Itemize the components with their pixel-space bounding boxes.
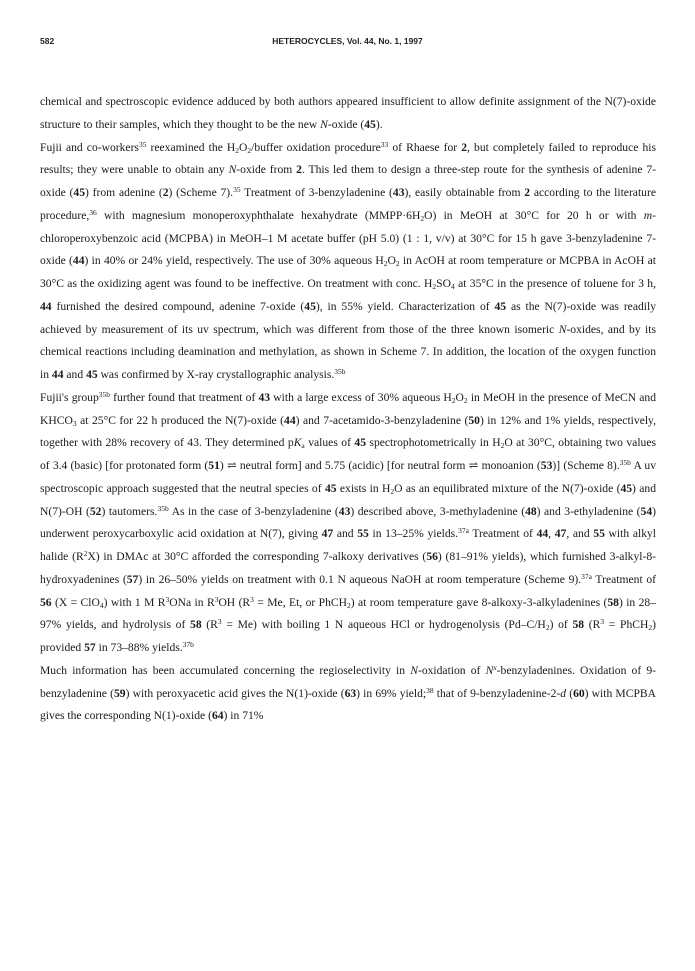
body-text bbox=[40, 91, 656, 728]
paragraph-3: Much information has been accumulated concerning the regioselectivity in N-oxidation of $N^x$-benzyladenines. Oxidation of 9-benzyladenine (59) with peroxyacetic acid gives the N(1)-oxide (63) in 69% yield;$^{38}$ that of 9-benzyladenine-2-d (60) with MCPBA gives the corresponding N(1)-oxide (64) in 71% bbox=[40, 662, 657, 723]
journal-citation: HETEROCYCLES, Vol. 44, No. 1, 1997 bbox=[272, 36, 423, 46]
paragraph-0: chemical and spectroscopic evidence adduced by both authors appeared insufficient to allow definite assignment of the N(7)-oxide structure to their samples, which they thought to be the new N-oxide (45). bbox=[40, 95, 656, 131]
paragraph-1: Fujii and co-workers$^{35}$ reexamined the $H_2O_2$/buffer oxidation procedure$^{33}$ of Rhaese for 2, but completely failed to reproduce his results; they were unable to obtain any N-oxide from 2. This led them to design a three-step route for the synthesis of adenine 7-oxide (45) from adenine (2) (Scheme 7).$^{35}$ Treatment of 3-benzyladenine (43), easily obtainable from 2 according to the literature procedure,$^{36}$ with magnesium monoperoxyphthalate hexahydrate $(MMPP\cdot 6H_2O)$ in MeOH at 30°C for 20 h or with m-chloroperoxybenzoic acid (MCPBA) in MeOH–1 M acetate buffer (pH 5.0) (1 : 1, v/v) at 30°C for 15 h gave 3-benzyladenine 7-oxide (44) in 40% or 24% yield, respectively. The use of 30% aqueous $H_2O_2$ in AcOH at room temperature or MCPBA in AcOH at 30°C as the oxidizing agent was found to be ineffective. On treatment with conc. $H_2SO_4$ at 35°C in the presence of toluene for 3 h, 44 furnished the desired compound, adenine 7-oxide (45), in 55% yield. Characterization of 45 as the N(7)-oxide was readily achieved by measurement of its uv spectrum, which was different from those of the three known isomeric N-oxides, and by its chemical reactions including deamination and methylation, as shown in Scheme 7. In addition, the location of the oxygen function in 44 and 45 was confirmed by X-ray crystallographic analysis.$^{35b}$ bbox=[40, 139, 657, 381]
page-number: 582 bbox=[40, 36, 55, 46]
paragraph-2: Fujii's group$^{35b}$ further found that treatment of 43 with a large excess of 30% aqueous $H_2O_2$ in MeOH in the presence of MeCN and $KHCO_3$ at 25°C for 22 h produced the N(7)-oxide (44) and 7-acetamido-3-benzyladenine (50) in 12% and 1% yields, respectively, together with 28% recovery of 43. They determined $pK_a$ values of 45 spectrophotometrically in $H_2O$ at 30°C, obtaining two values of 3.4 (basic) [for protonated form (51) ⇌ neutral form] and 5.75 (acidic) [for neutral form ⇌ monoanion (53)] (Scheme 8).$^{35b}$ A uv spectroscopic approach suggested that the neutral species of 45 exists in $H_2O$ as an equilibrated mixture of the N(7)-oxide (45) and N(7)-OH (52) tautomers.$^{35b}$ As in the case of 3-benzyladenine (43) described above, 3-methyladenine (48) and 3-ethyladenine (54) underwent peroxycarboxylic acid oxidation at N(7), giving 47 and 55 in 13–25% yields.$^{37a}$ Treatment of 44, 47, and 55 with alkyl halide $(R^2X)$ in DMAc at 30°C afforded the corresponding 7-alkoxy derivatives (56) (81–91% yields), which furnished 3-alkyl-8-hydroxyadenines (57) in 26–50% yields on treatment with 0.1 N aqueous NaOH at room temperature (Scheme 9).$^{37a}$ Treatment of 56 (X = ClO$_4$) with 1 M $R^3ONa$ in $R^3OH$ ($R^3 = Me$, Et, or PhCH$_2$) at room temperature gave 8-alkoxy-3-alkyladenines (58) in 28–97% yields, and hydrolysis of 58 $(R^3 = Me)$ with boiling 1 N aqueous HCl or hydrogenolysis $(Pd-C/H_2)$ of 58 ($R^3$ = PhCH$_2$) provided 57 in 73–88% yields.$^{37b}$ bbox=[40, 389, 657, 654]
running-header bbox=[40, 36, 655, 50]
